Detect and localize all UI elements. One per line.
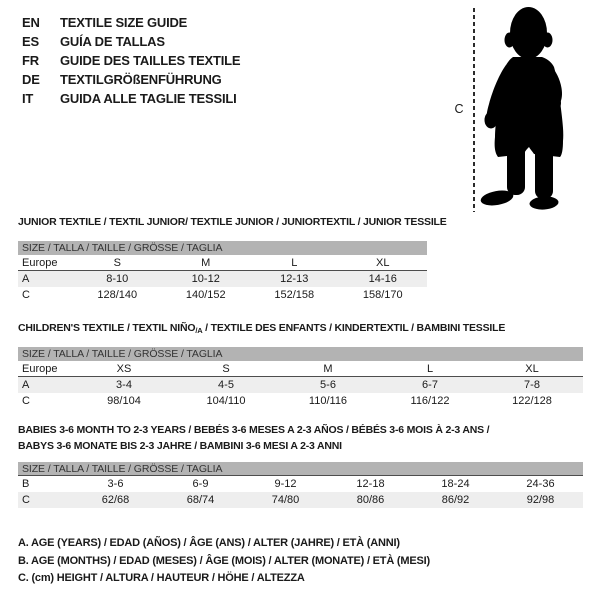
age-cell: 7-8 [524, 379, 540, 391]
height-cell: 158/170 [362, 289, 403, 301]
language-row [22, 13, 240, 32]
table-row-height [18, 393, 583, 409]
months-cell: 6-9 [192, 478, 209, 490]
language-code: IT [22, 91, 34, 106]
size-header-label: SIZE / TALLA / TAILLE / GRÖSSE / TAGLIA [22, 242, 223, 254]
row-label: A [22, 273, 30, 285]
height-cell: 116/122 [410, 395, 450, 407]
age-cell: 4-5 [218, 379, 234, 391]
months-cell: 18-24 [441, 478, 470, 490]
language-code: DE [22, 72, 40, 87]
size-cell: S [113, 256, 121, 269]
language-label: TEXTILGRÖßENFÜHRUNG [60, 72, 222, 87]
language-label: GUIDA ALLE TAGLIE TESSILI [60, 91, 237, 106]
height-measure-label: C [454, 102, 464, 116]
toddler-silhouette-icon [480, 3, 598, 215]
size-header-label: SIZE / TALLA / TAILLE / GRÖSSE / TAGLIA [22, 463, 223, 475]
size-header-label: SIZE / TALLA / TAILLE / GRÖSSE / TAGLIA [22, 348, 223, 360]
size-cell: XS [116, 362, 132, 375]
size-cell: L [291, 256, 298, 269]
age-cell: 3-4 [116, 379, 132, 391]
legend-line-c: C. (cm) HEIGHT / ALTURA / HAUTEUR / HÖHE / ALTEZZA [18, 572, 305, 584]
size-cell: L [426, 362, 434, 375]
height-cell: 98/104 [107, 395, 141, 407]
height-cell: 86/92 [441, 494, 470, 506]
row-label: B [22, 478, 30, 490]
size-cell: XL [376, 256, 390, 269]
title-line: BABIES 3-6 MONTH TO 2-3 YEARS / BEBÉS 3-6 MESES A 2-3 AÑOS / BÉBÉS 3-6 MOIS À 2-3 ANS / [18, 424, 490, 436]
size-cell: M [201, 256, 211, 269]
row-label: C [22, 494, 30, 506]
row-label: C [22, 289, 30, 301]
row-label: Europe [22, 256, 58, 269]
language-row [22, 70, 240, 89]
months-cell: 3-6 [107, 478, 124, 490]
legend-line-b: B. AGE (MONTHS) / EDAD (MESES) / ÂGE (MOIS) / ALTER (MONATE) / ETÀ (MESI) [18, 554, 430, 567]
table-row-age [18, 271, 427, 287]
age-cell: 5-6 [320, 379, 336, 391]
language-label: GUÍA DE TALLAS [60, 34, 165, 49]
size-cell: M [323, 362, 333, 375]
age-cell: 12-13 [280, 273, 309, 285]
title-line: BABYS 3-6 MONATE BIS 2-3 JAHRE / BAMBINI 3-6 MESI A 2-3 ANNI [18, 439, 342, 452]
age-cell: 10-12 [191, 273, 220, 285]
row-label: C [22, 395, 30, 407]
age-cell: 6-7 [422, 379, 438, 391]
size-header-row [18, 347, 583, 361]
height-cell: 80/86 [356, 494, 385, 506]
height-cell: 74/80 [271, 494, 300, 506]
childrens-section-title [18, 321, 505, 339]
babies-section-title [18, 423, 489, 454]
table-row-europe [18, 255, 427, 271]
language-guide [22, 13, 240, 108]
language-row [22, 51, 240, 70]
height-cell: 92/98 [526, 494, 555, 506]
size-cell: S [222, 362, 230, 375]
height-cell: 128/140 [97, 289, 138, 301]
age-cell: 8-10 [106, 273, 129, 285]
language-code: ES [22, 34, 39, 49]
height-cell: 62/68 [101, 494, 130, 506]
size-header-row [18, 462, 583, 476]
table-row-europe [18, 361, 583, 377]
title-text: / TEXTILE DES ENFANTS / KINDERTEXTIL / BAMBINI TESSILE [202, 322, 506, 334]
height-cell: 140/152 [185, 289, 226, 301]
language-label: GUIDE DES TAILLES TEXTILE [60, 53, 241, 68]
height-cell: 104/110 [206, 395, 246, 407]
title-text: CHILDREN'S TEXTILE / TEXTIL NIÑO [18, 322, 196, 334]
height-cell: 152/158 [274, 289, 315, 301]
language-row [22, 89, 240, 108]
size-cell: XL [525, 362, 539, 375]
babies-size-table [18, 462, 583, 508]
language-row [22, 32, 240, 51]
legend-line-a: A. AGE (YEARS) / EDAD (AÑOS) / ÂGE (ANS) / ALTER (JAHRE) / ETÀ (ANNI) [18, 537, 400, 549]
table-row-height [18, 492, 583, 508]
table-row-age [18, 377, 583, 393]
months-cell: 12-18 [356, 478, 385, 490]
row-label: A [22, 379, 30, 391]
height-measure-line [473, 8, 475, 212]
age-cell: 14-16 [368, 273, 397, 285]
height-cell: 110/116 [308, 395, 348, 407]
junior-size-table [18, 241, 427, 303]
height-cell: 122/128 [512, 395, 552, 407]
size-header-row [18, 241, 427, 255]
measurement-legend [18, 535, 430, 588]
title-subscript: /A [195, 326, 203, 335]
table-row-height [18, 287, 427, 303]
language-code: EN [22, 15, 40, 30]
language-label: TEXTILE SIZE GUIDE [60, 15, 188, 30]
language-code: FR [22, 53, 39, 68]
row-label: Europe [22, 362, 58, 375]
childrens-size-table [18, 347, 583, 409]
months-cell: 9-12 [274, 478, 297, 490]
junior-section-title: JUNIOR TEXTILE / TEXTIL JUNIOR/ TEXTILE JUNIOR / JUNIORTEXTIL / JUNIOR TESSILE [18, 216, 447, 228]
table-row-months [18, 476, 583, 492]
months-cell: 24-36 [526, 478, 555, 490]
height-cell: 68/74 [186, 494, 215, 506]
